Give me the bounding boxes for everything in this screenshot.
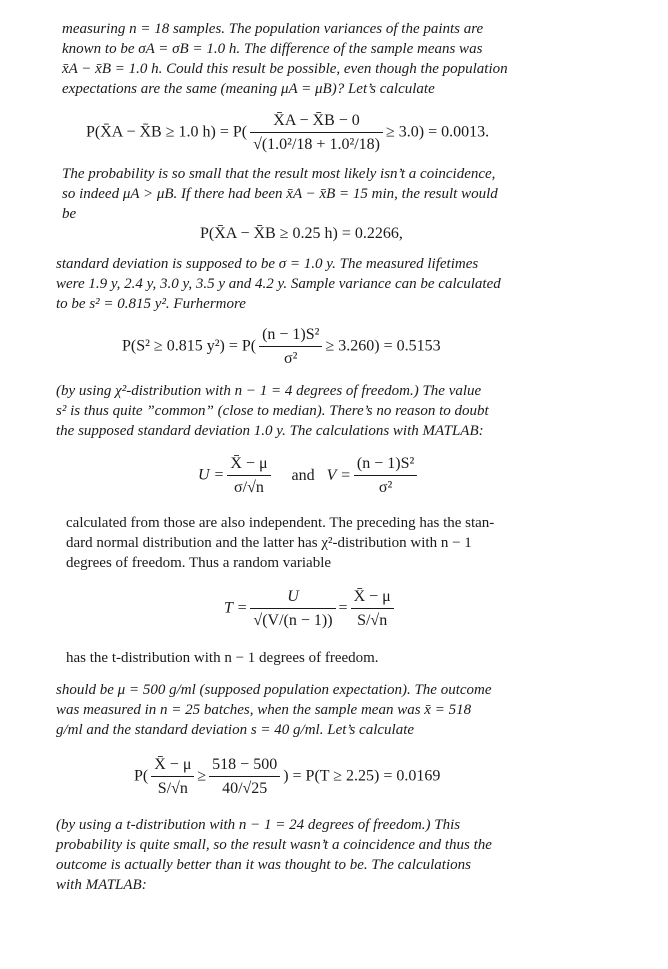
equation-sample-variance xyxy=(122,326,441,368)
eq4-v-fraction xyxy=(354,455,417,497)
eq1-fraction xyxy=(250,112,383,154)
eq5-denominator-1: √(V/(n − 1)) xyxy=(250,608,335,630)
text-line: The probability is so small that the result most likely isn’t a coincidence, xyxy=(62,166,496,182)
equation-t-variable xyxy=(224,588,397,630)
text-line: standard deviation is supposed to be σ = 1.0 y. The measured lifetimes xyxy=(56,256,479,272)
eq6-fraction-2 xyxy=(209,756,280,798)
text-line: known to be σA = σB = 1.0 h. The difference of the sample means was xyxy=(62,41,483,57)
eq6-numerator-1: X̄ − μ xyxy=(154,756,192,773)
eq4-v-numerator: (n − 1)S² xyxy=(356,455,415,472)
text-line: has the t-distribution with n − 1 degrees of freedom. xyxy=(66,650,379,666)
eq3-numerator: (n − 1)S² xyxy=(262,326,320,343)
text-line: dard normal distribution and the latter has χ²-distribution with n − 1 xyxy=(66,535,472,551)
text-line: s² is thus quite ”common” (close to median). There’s no reason to doubt xyxy=(56,403,489,419)
eq5-lhs: T = xyxy=(224,599,248,617)
eq3-denominator: σ² xyxy=(259,346,322,368)
eq6-denominator-2: 40/√25 xyxy=(209,776,280,798)
text-line: calculated from those are also independent. The preceding has the stan- xyxy=(66,515,495,531)
eq4-v-lhs: V = xyxy=(326,466,351,484)
text-line: the supposed standard deviation 1.0 y. The calculations with MATLAB: xyxy=(56,423,484,439)
eq1-numerator: X̄A − X̄B − 0 xyxy=(273,112,360,129)
eq6-ge: ≥ xyxy=(197,767,207,785)
text-line: with MATLAB: xyxy=(56,877,147,893)
eq1-denominator: √(1.0²/18 + 1.0²/18) xyxy=(250,132,383,154)
eq6-rhs: ) = P(T ≥ 2.25) = 0.0169 xyxy=(283,767,441,785)
text-line: (by using a t-distribution with n − 1 = 24 degrees of freedom.) This xyxy=(56,817,461,833)
eq3-lhs: P(S² ≥ 0.815 y²) = P( xyxy=(122,337,257,355)
eq5-numerator-1: U xyxy=(287,588,299,605)
text-line: x̄A − x̄B = 1.0 h. Could this result be possible, even though the population xyxy=(62,61,508,77)
eq5-fraction-2 xyxy=(351,588,394,630)
eq4-u-lhs: U = xyxy=(198,466,225,484)
eq4-u-fraction xyxy=(227,455,270,497)
eq6-p: P( xyxy=(134,767,149,785)
equation-probability-025: P(X̄A − X̄B ≥ 0.25 h) = 0.2266, xyxy=(200,225,403,242)
eq6-numerator-2: 518 − 500 xyxy=(212,756,278,773)
text-line: outcome is actually better than it was thought to be. The calculations xyxy=(56,857,471,873)
text-line: was measured in n = 25 batches, when the sample mean was x̄ = 518 xyxy=(56,702,472,718)
eq5-numerator-2: X̄ − μ xyxy=(353,588,391,605)
text-line: probability is quite small, so the result wasn’t a coincidence and thus the xyxy=(56,837,492,853)
text-line: g/ml and the standard deviation s = 40 g/ml. Let’s calculate xyxy=(56,722,415,738)
text-line: were 1.9 y, 2.4 y, 3.0 y, 3.5 y and 4.2 y. Sample variance can be calculated xyxy=(56,276,501,292)
eq1-rhs: ≥ 3.0) = 0.0013. xyxy=(386,123,490,141)
eq5-equals: = xyxy=(338,599,348,617)
eq1-lhs: P(X̄A − X̄B ≥ 1.0 h) = P( xyxy=(86,123,248,141)
equation-t-probability xyxy=(134,756,440,798)
eq5-denominator-2: S/√n xyxy=(351,608,394,630)
text-line: expectations are the same (meaning μA = μB)? Let’s calculate xyxy=(62,81,435,97)
text-line: so indeed μA > μB. If there had been x̄A − x̄B = 15 min, the result would xyxy=(62,186,498,202)
text-line: degrees of freedom. Thus a random variable xyxy=(66,555,332,571)
text-line: should be μ = 500 g/ml (supposed population expectation). The outcome xyxy=(56,682,492,698)
eq6-denominator-1: S/√n xyxy=(151,776,194,798)
eq6-fraction-1 xyxy=(151,756,194,798)
equation-u-and-v xyxy=(198,455,420,497)
text-line: be xyxy=(62,206,77,222)
text-line: (by using χ²-distribution with n − 1 = 4 degrees of freedom.) The value xyxy=(56,383,482,399)
equation-probability-difference xyxy=(86,112,489,154)
eq4-u-denominator: σ/√n xyxy=(227,475,270,497)
text-line: measuring n = 18 samples. The population variances of the paints are xyxy=(62,21,484,37)
eq4-u-numerator: X̄ − μ xyxy=(230,455,268,472)
eq4-and: and xyxy=(291,466,315,484)
eq5-fraction-1 xyxy=(250,588,335,630)
text-line: to be s² = 0.815 y². Furhermore xyxy=(56,296,246,312)
eq3-rhs: ≥ 3.260) = 0.5153 xyxy=(325,337,441,355)
eq4-v-denominator: σ² xyxy=(354,475,417,497)
eq3-fraction xyxy=(259,326,322,368)
